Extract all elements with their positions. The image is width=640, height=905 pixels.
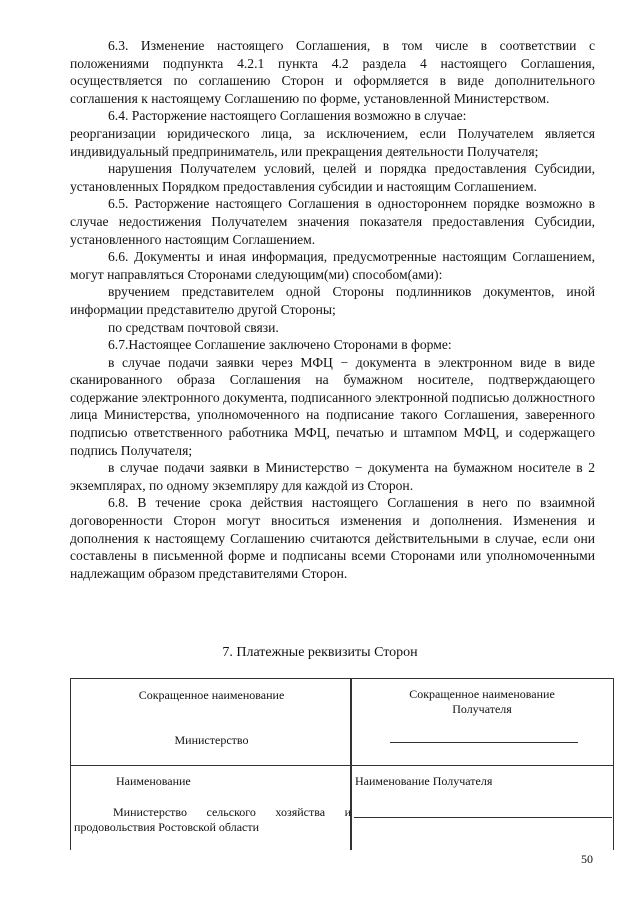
paragraph-postal: по средствам почтовой связи. (108, 319, 279, 335)
paragraph-6-5: 6.5. Расторжение настоящего Соглашения в одностороннем порядке возможно в случае недостижения Получателем значения показателя предоставления Субсидии, установленного настоящим Соглашением. (70, 196, 595, 247)
table-cell-name-recipient (351, 766, 614, 850)
paragraph-6-6: 6.6. Документы и иная информация, предусмотренные настоящим Соглашением, могут направляться Сторонами следующим(ми) способом(ами): (70, 249, 595, 282)
paragraph-6-7: 6.7.Настоящее Соглашение заключено Сторонами в форме: (108, 337, 452, 353)
paragraph-ministry: в случае подачи заявки в Министерство − документа на бумажном носителе в 2 экземплярах, по одному экземпляру для каждой из Сторон. (70, 460, 595, 493)
name-ministry-value-line2: продовольствия Ростовской области (74, 820, 260, 834)
paragraph-6-8: 6.8. В течение срока действия настоящего Соглашения в него по взаимной договоренности Сторон могут вноситься изменения и дополнения. Изменения и дополнения к настоящему Соглашению считаются действительными в случае, если они составлены в письменной форме и подписаны всеми Сторонами или уполномоченными надлежащим образом представителями Сторон. (70, 495, 595, 581)
page-number: 50 (581, 852, 593, 866)
table-cell-name-ministry (70, 766, 351, 850)
paragraph-6-4: 6.4. Расторжение настоящего Соглашения возможно в случае: (108, 108, 467, 124)
short-name-recipient-signature-line (390, 742, 578, 743)
table-cell-short-name-ministry (70, 678, 351, 766)
payment-details-table (70, 678, 614, 850)
short-name-header: Сокращенное наименование (138, 688, 285, 702)
name-recipient-header: Наименование Получателя (355, 774, 493, 788)
short-name-ministry-value: Министерство (174, 733, 249, 747)
section-title: 7. Платежные реквизиты Сторон (222, 645, 418, 660)
agreement-body-text (70, 37, 595, 582)
paragraph-reorganization: реорганизации юридического лица, за исключением, если Получателем является индивидуальный предприниматель, или прекращения деятельности Получателя; (70, 125, 595, 159)
table-row (70, 678, 614, 766)
table-row (70, 766, 614, 850)
table-cell-short-name-recipient (351, 678, 614, 766)
short-name-recipient-header: Сокращенное наименование Получателя (409, 687, 555, 716)
name-ministry-value-line1: Министерство сельского хозяйства и (113, 805, 351, 819)
name-header: Наименование (116, 774, 191, 788)
paragraph-violation: нарушения Получателем условий, целей и порядка предоставления Субсидии, установленных Порядком предоставления субсидии и настоящим Соглашением. (70, 161, 595, 194)
paragraph-mfc: в случае подачи заявки через МФЦ − документа в электронном виде в виде сканированного образа Соглашения на бумажном носителе, подтверждающего содержание электронного документа, подписанного электронной подписью должностного лица Министерства, уполномоченного на подписание такого Соглашения, заверенного подписью ответственного работника МФЦ, печатью и штампом МФЦ, и содержащего подпись Получателя; (70, 354, 595, 458)
paragraph-6-3: 6.3. Изменение настоящего Соглашения, в том числе в соответствии с положениями подпункта 4.2.1 пункта 4.2 раздела 4 настоящего Соглашения, осуществляется по соглашению Сторон и оформляется в виде дополнительного соглашения к настоящему Соглашению по форме, установленной Министерством. (70, 38, 595, 106)
name-recipient-signature-line (354, 817, 612, 818)
paragraph-delivery-in-person: вручением представителем одной Стороны подлинников документов, иной информации представителю другой Стороны; (70, 284, 595, 317)
